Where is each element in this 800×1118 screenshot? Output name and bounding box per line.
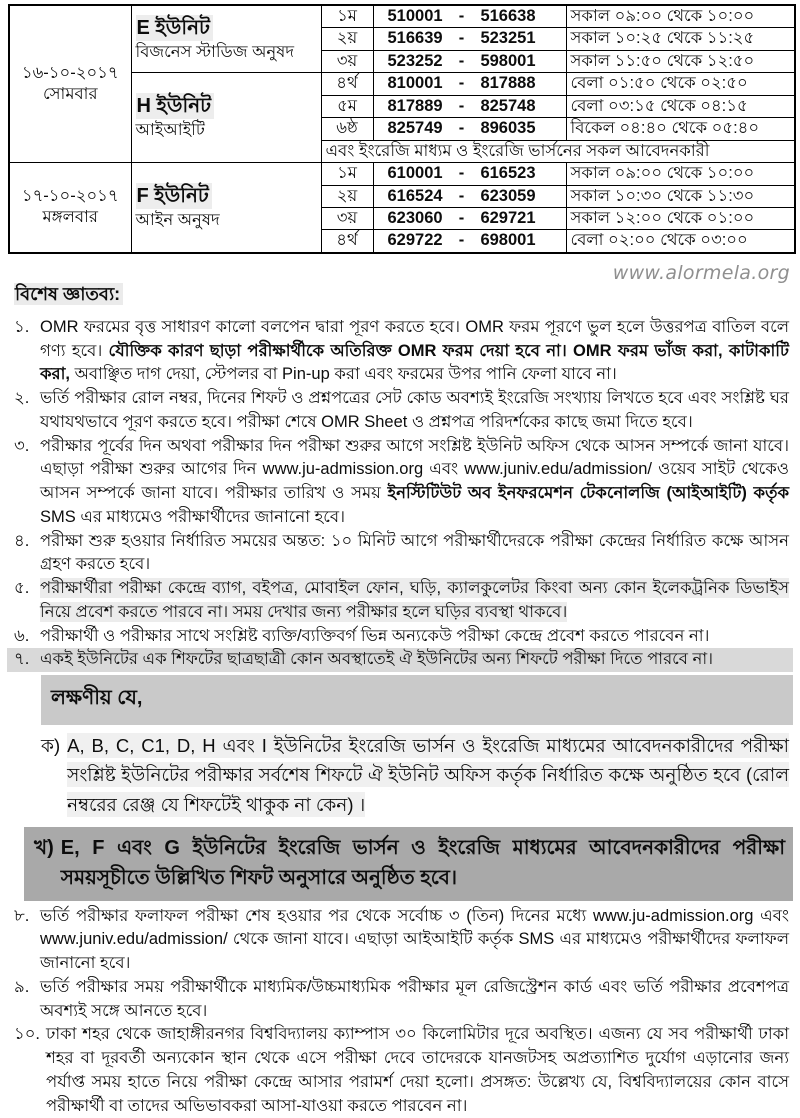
- shift-label: ২য়: [321, 185, 373, 207]
- instruction-number: ৩.: [14, 436, 30, 455]
- roll-dash: -: [458, 164, 465, 183]
- unit-cell: [131, 5, 321, 73]
- attention-point-a: [41, 731, 789, 819]
- shift-label: ১ম: [321, 163, 373, 185]
- instruction-segment: OMR ফরমের বৃত্ত সাধারণ কালো বলপেন দ্বারা পূরণ করতে হবে। OMR ফরম পূরণে ভুল হলে উত্তরপত্র বাতিল বলে গণ্য হবে।: [40, 317, 789, 360]
- exam-weekday: মঙ্গলবার: [42, 208, 98, 227]
- shift-label: ৩য়: [321, 207, 373, 229]
- roll-range: [373, 163, 566, 185]
- notes-list-before: [14, 316, 789, 672]
- shift-label: ৪র্থ: [321, 73, 373, 95]
- roll-range-wrap: [378, 186, 562, 207]
- unit-subtitle: বিজনেস স্টাডিজ অনুষদ: [135, 42, 295, 61]
- roll-dash: -: [458, 29, 465, 48]
- instruction-segment: পরীক্ষা শুরু হওয়ার নির্ধারিত সময়ের অন্তত: ১০ মিনিট আগে পরীক্ষার্থীদেরকে পরীক্ষা কেন্দ্রের নির্ধারিত কক্ষে আসন গ্রহণ করতে হবে।: [40, 531, 789, 574]
- point-b-label: খ): [34, 836, 54, 859]
- instruction-text: [40, 905, 789, 976]
- instruction-text: [40, 625, 789, 649]
- instruction-text: [40, 577, 789, 625]
- roll-to: 698001: [480, 231, 536, 250]
- roll-from: 616524: [387, 186, 443, 205]
- instruction-text: [40, 648, 789, 672]
- instruction-number: ১.: [14, 317, 30, 336]
- roll-from: 623060: [387, 208, 443, 227]
- roll-dash: -: [458, 96, 465, 115]
- roll-to: 629721: [480, 208, 536, 227]
- instruction-segment: ভর্তি পরীক্ষার সময় পরীক্ষার্থীকে মাধ্যমিক/উচ্চমাধ্যমিক পরীক্ষার মূল রেজিস্ট্রেশন কার্ড এবং ভর্তি পরীক্ষার প্রবেশপত্র অবশ্যই সঙ্গে আনতে হবে।: [40, 977, 789, 1020]
- shift-label: ১ম: [321, 5, 373, 28]
- roll-from: 810001: [387, 74, 443, 93]
- roll-to: 616523: [480, 164, 536, 183]
- special-notes-section: [0, 254, 800, 1118]
- attention-point-b: [24, 827, 793, 901]
- instruction-number: ২.: [14, 389, 30, 408]
- exam-time: বেলা ০২:০০ থেকে ০৩:০০: [566, 230, 795, 253]
- instruction-item: [14, 577, 789, 625]
- instruction-segment: পরীক্ষার পূর্বের দিন অথবা পরীক্ষার দিন পরীক্ষা শুরুর আগে সংশ্লিষ্ট ইউনিট অফিস থেকে আসন সম্পর্কে জানা যাবে। এছাড়া পরীক্ষা শুরুর আগের দিন www.ju-admission.org এবং www.juniv.edu/admission/ ওয়েব সাইট থেকেও আসন সম্পর্কে জানা যাবে। পরীক্ষার তারিখ ও সময়: [40, 436, 789, 503]
- roll-to: 623059: [480, 186, 536, 205]
- instruction-text: [40, 976, 789, 1024]
- point-a-label: ক): [41, 735, 61, 757]
- roll-dash: -: [458, 119, 465, 138]
- point-b-text: E, F এবং G ইউনিটের ইংরেজি ভার্সন ও ইংরেজি মাধ্যমের আবেদনকারীদের পরীক্ষা সময়সূচীতে উল্লিখিত শিফট অনুসারে অনুষ্ঠিত হবে।: [60, 836, 785, 889]
- instruction-segment: SMS এর মাধ্যমেও পরীক্ষার্থীদের জানানো হবে।: [40, 507, 345, 526]
- roll-range: [373, 5, 566, 28]
- roll-range: [373, 73, 566, 95]
- exam-time: সকাল ১০:২৫ থেকে ১১:২৫: [566, 28, 795, 50]
- exam-date-cell: [9, 163, 131, 253]
- shift-label: ৬ষ্ঠ: [321, 118, 373, 140]
- roll-from: 629722: [387, 231, 443, 250]
- unit-title: H ইউনিট: [136, 93, 215, 119]
- exam-date-cell: [9, 5, 131, 163]
- exam-schedule-table: [8, 4, 796, 254]
- instruction-segment: ঢাকা শহর থেকে জাহাঙ্গীরনগর বিশ্ববিদ্যালয় ক্যাম্পাস ৩০ কিলোমিটার দূরে অবস্থিত। এজন্য যে সব পরীক্ষার্থী ঢাকা শহর বা দূরবর্তী অন্যকোন স্থান থেকে এসে পরীক্ষা দেবে তাদেরকে যানজটসহ অপ্রত্যাশিত দুর্যোগ এড়ানোর জন্য পর্যাপ্ত সময় হাতে নিয়ে পরীক্ষা কেন্দ্রে আসার পরামর্শ দেয়া হলো। প্রসঙ্গত: উল্লেখ্য যে, বিশ্ববিদ্যালয়ের কোন বাসে পরীক্ষার্থী বা তাদের অভিভাবকরা আসা-যাওয়া করতে পারবেন না।: [46, 1025, 789, 1115]
- instruction-text: [46, 1023, 789, 1118]
- notes-list-after: [14, 905, 789, 1118]
- roll-to: 523251: [480, 29, 536, 48]
- roll-dash: -: [458, 51, 465, 70]
- schedule-row: [9, 163, 795, 185]
- roll-range-wrap: [378, 96, 562, 117]
- instruction-item: [14, 905, 789, 976]
- roll-range-wrap: [378, 28, 562, 49]
- roll-range: [373, 207, 566, 229]
- admission-notice-page: [0, 4, 800, 1115]
- roll-to: 896035: [480, 119, 536, 138]
- instruction-number: ৪.: [14, 531, 30, 550]
- exam-time: সকাল ১১:৫০ থেকে ১২:৫০: [566, 50, 795, 72]
- instruction-segment: একই ইউনিটের এক শিফটের ছাত্রছাত্রী কোন অবস্থাতেই ঐ ইউনিটের অন্য শিফটে পরীক্ষা দিতে পারবে না।: [40, 650, 714, 669]
- shift-label: ২য়: [321, 28, 373, 50]
- instruction-segment: অবাঞ্ছিত দাগ দেয়া, স্টেপলর বা Pin-up করা এবং ফরমের উপর পানি ফেলা যাবে না।: [70, 365, 617, 384]
- roll-range: [373, 230, 566, 253]
- instruction-item: [14, 1023, 789, 1118]
- roll-dash: -: [458, 231, 465, 250]
- roll-range-wrap: [378, 208, 562, 229]
- roll-range-wrap: [378, 230, 562, 251]
- instruction-text: [40, 435, 789, 530]
- english-version-note: এবং ইংরেজি মাধ্যম ও ইংরেজি ভার্সনের সকল আবেদনকারী: [321, 140, 795, 162]
- instruction-item: [14, 625, 789, 649]
- instruction-segment: ভর্তি পরীক্ষার ফলাফল পরীক্ষা শেষ হওয়ার পর থেকে সর্বোচ্চ ৩ (তিন) দিনের মধ্যে www.ju-admission.org এবং www.juniv.edu/admission/ থেকে জানা যাবে। এছাড়া আইআইটি কর্তৃক SMS এর মাধ্যমেও পরীক্ষার্থীদের ফলাফল জানানো হবে।: [40, 906, 789, 973]
- roll-from: 510001: [387, 7, 443, 25]
- roll-range-wrap: [378, 163, 562, 184]
- instruction-number: ১০.: [14, 1025, 41, 1044]
- roll-range: [373, 185, 566, 207]
- roll-from: 817889: [387, 96, 443, 115]
- instruction-segment: ভর্তি পরীক্ষার রোল নম্বর, দিনের শিফট ও প্রশ্নপত্রের সেট কোড অবশ্যই ইংরেজি সংখ্যায় লিখতে হবে এবং সংশ্লিষ্ট ঘর যথাযথভাবে পূরণ করতে হবে। পরীক্ষা শেষে OMR Sheet ও প্রশ্নপত্র পরিদর্শকের কাছে জমা দিতে হবে।: [40, 389, 789, 431]
- roll-to: 516638: [480, 7, 536, 25]
- roll-to: 825748: [480, 96, 536, 115]
- instruction-text: [40, 530, 789, 578]
- instruction-number: ৭.: [14, 650, 30, 669]
- instruction-text: [40, 316, 789, 387]
- exam-time: বেলা ০১:৫০ থেকে ০২:৫০: [566, 73, 795, 95]
- exam-time: বিকেল ০৪:৪০ থেকে ০৫:৪০: [566, 118, 795, 140]
- roll-range: [373, 118, 566, 140]
- roll-dash: -: [458, 186, 465, 205]
- unit-title: F ইউনিট: [136, 183, 212, 209]
- exam-time: বেলা ০৩:১৫ থেকে ০৪:১৫: [566, 95, 795, 117]
- roll-dash: -: [458, 7, 465, 25]
- roll-dash: -: [458, 74, 465, 93]
- instruction-number: ৯.: [14, 977, 30, 996]
- shift-label: ৪র্থ: [321, 230, 373, 253]
- instruction-item: [7, 648, 793, 672]
- point-a-text: A, B, C, C1, D, H এবং I ইউনিটের ইংরেজি ভার্সন ও ইংরেজি মাধ্যমের আবেদনকারীদের পরীক্ষা সংশ্লিষ্ট ইউনিটের পরীক্ষার সর্বশেষ শিফটে ঐ ইউনিট অফিস কর্তৃক নির্ধারিত কক্ষে অনুষ্ঠিত হবে (রোল নম্বরের রেঞ্জ যে শিফটেই থাকুক না কেন) ।: [67, 735, 789, 815]
- shift-label: ৩য়: [321, 50, 373, 72]
- instruction-segment: যৌক্তিক কারণ ছাড়া পরীক্ষার্থীকে অতিরিক্ত OMR ফরম দেয়া হবে না। OMR ফরম ভাঁজ করা, কাটাকাটি করা,: [40, 341, 789, 384]
- exam-date: ১৭-১০-২০১৭: [21, 187, 119, 205]
- unit-title: E ইউনিট: [136, 15, 213, 41]
- instruction-number: ৫.: [14, 579, 30, 598]
- roll-from: 516639: [387, 29, 443, 48]
- roll-to: 817888: [480, 74, 536, 93]
- schedule-row: [9, 5, 795, 28]
- instruction-number: ৬.: [14, 626, 30, 645]
- exam-date: ১৬-১০-২০১৭: [21, 63, 119, 82]
- instruction-segment: ইনস্টিটিউট অব ইনফরমেশন টেকনোলজি (আইআইটি) কর্তৃক: [387, 484, 790, 503]
- roll-range-wrap: [378, 118, 562, 139]
- notes-heading: বিশেষ জ্ঞাতব্য:: [14, 280, 789, 311]
- exam-schedule-body: [9, 5, 795, 253]
- roll-range-wrap: [378, 73, 562, 94]
- roll-from: 825749: [387, 119, 443, 138]
- instruction-segment: পরীক্ষার্থী ও পরীক্ষার সাথে সংশ্লিষ্ট ব্যক্তি/ব্যক্তিবর্গ ভিন্ন অন্যকেউ পরীক্ষা কেন্দ্রে প্রবেশ করতে পারবেন না।: [40, 626, 710, 645]
- roll-dash: -: [458, 208, 465, 227]
- roll-range-wrap: [378, 6, 562, 27]
- watermark-text: www.alormela.org: [612, 262, 790, 284]
- roll-range: [373, 95, 566, 117]
- instruction-text: [40, 387, 789, 435]
- unit-subtitle: আইন অনুষদ: [135, 211, 220, 230]
- exam-time: সকাল ১০:৩০ থেকে ১১:৩০: [566, 185, 795, 207]
- attention-block: [34, 675, 789, 901]
- instruction-number: ৮.: [14, 906, 30, 925]
- attention-heading: লক্ষণীয় যে,: [41, 675, 793, 725]
- unit-cell: [131, 73, 321, 163]
- unit-cell: [131, 163, 321, 253]
- exam-time: সকাল ১২:০০ থেকে ০১:০০: [566, 207, 795, 229]
- instruction-item: [14, 530, 789, 578]
- roll-range: [373, 50, 566, 72]
- instruction-item: [14, 387, 789, 435]
- roll-to: 598001: [480, 51, 536, 70]
- exam-time: সকাল ০৯:০০ থেকে ১০:০০: [566, 163, 795, 185]
- shift-label: ৫ম: [321, 95, 373, 117]
- roll-range-wrap: [378, 51, 562, 72]
- roll-range: [373, 28, 566, 50]
- exam-weekday: সোমবার: [42, 85, 98, 104]
- instruction-item: [14, 316, 789, 387]
- roll-from: 523252: [387, 51, 443, 70]
- instruction-item: [14, 435, 789, 530]
- exam-time: সকাল ০৯:০০ থেকে ১০:০০: [566, 5, 795, 28]
- unit-subtitle: আইআইটি: [135, 121, 205, 140]
- instruction-item: [14, 976, 789, 1024]
- roll-from: 610001: [387, 164, 443, 183]
- instruction-segment: পরীক্ষার্থীরা পরীক্ষা কেন্দ্রে ব্যাগ, বইপত্র, মোবাইল ফোন, ঘড়ি, ক্যালকুলেটর কিংবা অন্য কোন ইলেকট্রনিক ডিভাইস নিয়ে প্রবেশ করতে পারবে না। সময় দেখার জন্য পরীক্ষার হলে ঘড়ির ব্যবস্থা থাকবে।: [40, 579, 789, 621]
